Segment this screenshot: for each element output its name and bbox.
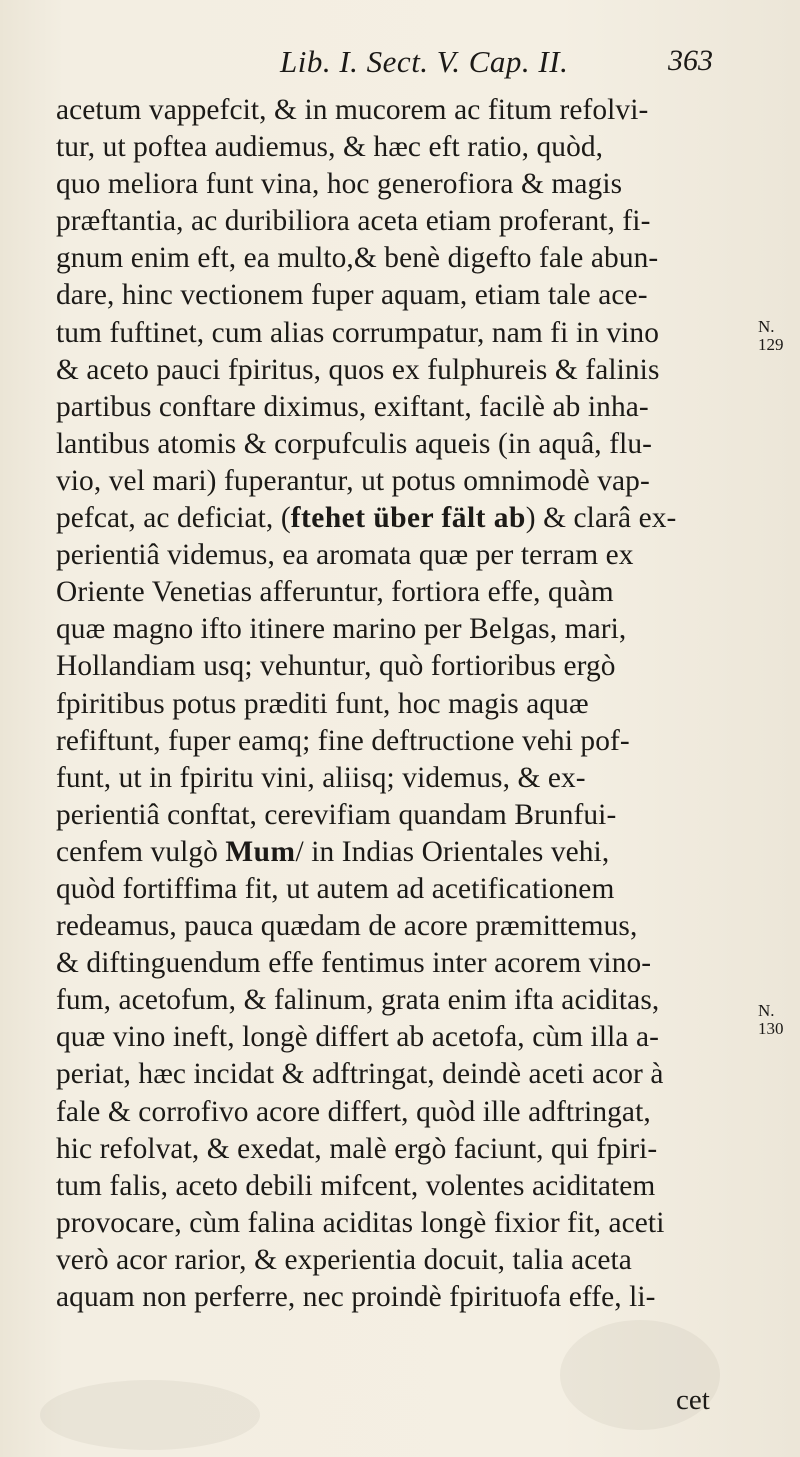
german-gloss: Mum bbox=[225, 835, 296, 868]
text-line: & aceto pauci fpiritus, quos ex fulphureis & falinis bbox=[56, 353, 660, 386]
text-line bbox=[56, 834, 741, 871]
text-line: fpiritibus potus præditi funt, hoc magis aquæ bbox=[56, 687, 589, 720]
text-line: partibus conftare diximus, exiftant, facilè ab inha- bbox=[56, 390, 649, 423]
text-segment: / in Indias Orientales vehi, bbox=[295, 835, 610, 868]
text-line: & diftinguendum effe fentimus inter acorem vino- bbox=[56, 947, 652, 980]
text-line: provocare, cùm falina aciditas longè fixior fit, aceti bbox=[56, 1206, 665, 1239]
margin-note-number: 129 bbox=[758, 335, 784, 354]
text-line bbox=[56, 500, 741, 537]
text-line: perientiâ conftat, cerevifiam quandam Brunfui- bbox=[56, 798, 617, 831]
text-line: Hollandiam usq; vehuntur, quò fortioribus ergò bbox=[56, 650, 616, 683]
text-line: periat, hæc incidat & adftringat, deindè aceti acor à bbox=[56, 1058, 664, 1091]
page-number: 363 bbox=[668, 44, 713, 77]
text-line: gnum enim eft, ea multo,& benè digefto fale abun- bbox=[56, 242, 659, 275]
text-line: præftantia, ac duribiliora aceta etiam proferant, fi- bbox=[56, 205, 651, 238]
text-line: vio, vel mari) fuperantur, ut potus omnimodè vap- bbox=[56, 464, 650, 497]
text-line: quòd fortiffima fit, ut autem ad acetificationem bbox=[56, 872, 615, 905]
text-line: tur, ut poftea audiemus, & hæc eft ratio, quòd, bbox=[56, 131, 604, 164]
text-line: quæ magno ifto itinere marino per Belgas, mari, bbox=[56, 613, 627, 646]
catchword: cet bbox=[676, 1384, 710, 1416]
text-segment: ) & clarâ ex- bbox=[525, 502, 677, 535]
margin-note-label: N. bbox=[758, 1001, 775, 1020]
text-line: aquam non perferre, nec proindè fpirituofa effe, li- bbox=[56, 1281, 656, 1313]
text-line: tum fuftinet, cum alias corrumpatur, nam fi in vino bbox=[56, 316, 660, 349]
text-line: hic refolvat, & exedat, malè ergò faciunt, qui fpiri- bbox=[56, 1132, 658, 1165]
body-text bbox=[56, 92, 741, 1316]
running-title: Lib. I. Sect. V. Cap. II. bbox=[280, 44, 569, 79]
text-segment: pefcat, ac deficiat, ( bbox=[56, 502, 291, 535]
text-line: verò acor rarior, & experientia docuit, talia aceta bbox=[56, 1243, 632, 1276]
text-segment: cenfem vulgò bbox=[56, 835, 226, 868]
text-line: lantibus atomis & corpufculis aqueis (in aquâ, flu- bbox=[56, 427, 653, 460]
german-gloss: ftehet über fält ab bbox=[290, 502, 526, 535]
paper-stain bbox=[40, 1380, 260, 1450]
margin-note bbox=[758, 1002, 798, 1038]
text-line: acetum vappefcit, & in mucorem ac fitum refolvi- bbox=[56, 94, 649, 126]
margin-note-number: 130 bbox=[758, 1019, 784, 1038]
text-line: fum, acetofum, & falinum, grata enim ifta aciditas, bbox=[56, 984, 660, 1017]
margin-note-label: N. bbox=[758, 317, 775, 336]
text-line: dare, hinc vectionem fuper aquam, etiam tale ace- bbox=[56, 279, 648, 312]
text-line: perientiâ videmus, ea aromata quæ per terram ex bbox=[56, 539, 634, 572]
margin-note bbox=[758, 318, 798, 354]
text-line: fale & corrofivo acore differt, quòd ille adftringat, bbox=[56, 1095, 651, 1128]
text-line: quæ vino ineft, longè differt ab acetofa, cùm illa a- bbox=[56, 1021, 659, 1054]
text-line: funt, ut in fpiritu vini, aliisq; videmus, & ex- bbox=[56, 761, 586, 794]
text-line: Oriente Venetias afferuntur, fortiora effe, quàm bbox=[56, 576, 614, 609]
page-header bbox=[0, 44, 800, 84]
text-line: refiftunt, fuper eamq; fine deftructione vehi pof- bbox=[56, 724, 630, 757]
text-line: tum falis, aceto debili mifcent, volentes aciditatem bbox=[56, 1169, 656, 1202]
text-line: quo meliora funt vina, hoc generofiora & magis bbox=[56, 168, 623, 201]
text-line: redeamus, pauca quædam de acore præmittemus, bbox=[56, 910, 638, 943]
